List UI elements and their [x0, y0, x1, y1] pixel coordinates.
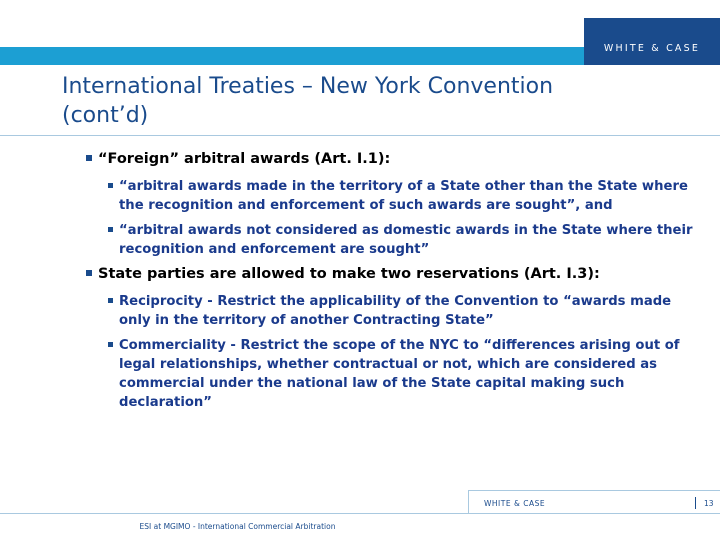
sub-bullet-text: Commerciality - Restrict the scope of the NYC to “differences arising out of legal relationships, whether contractual or not, which are considered as commercial under the national law of the State capital making such declaration”	[119, 338, 680, 410]
sub-bullet-text: Reciprocity - Restrict the applicability of the Convention to “awards made only in the territory of another Contracting State”	[119, 294, 672, 328]
sub-bullet-territory	[108, 177, 696, 215]
footer-separator	[695, 497, 696, 509]
square-bullet-icon	[108, 183, 113, 188]
slide-title	[62, 72, 662, 130]
bullet-foreign-awards	[86, 150, 696, 169]
square-bullet-icon	[108, 298, 113, 303]
bullet-text: “Foreign” arbitral awards (Art. I.1):	[98, 151, 391, 167]
slide-title-line-1: International Treaties – New York Convention	[62, 74, 554, 99]
square-bullet-icon	[86, 155, 92, 161]
slide-content	[86, 150, 696, 418]
sub-bullet-commerciality	[108, 336, 696, 412]
sub-bullet-reciprocity	[108, 292, 696, 330]
square-bullet-icon	[108, 227, 113, 232]
sub-bullet-text: “arbitral awards not considered as domestic awards in the State where their recognition and enforcement are sought”	[119, 223, 693, 257]
square-bullet-icon	[108, 342, 113, 347]
sub-bullet-domestic	[108, 221, 696, 259]
footer-caption: ESI at MGIMO - International Commercial Arbitration	[139, 522, 336, 531]
sub-bullet-text: “arbitral awards made in the territory of a State other than the State where the recognition and enforcement of such awards are sought”, and	[119, 179, 688, 213]
logo-text: WHITE & CASE	[603, 43, 701, 54]
page-number: 13	[704, 499, 714, 508]
footer-brand: WHITE & CASE	[484, 499, 546, 508]
white-case-logo	[584, 18, 720, 65]
bullet-reservations	[86, 265, 696, 284]
title-divider	[0, 135, 720, 136]
square-bullet-icon	[86, 270, 92, 276]
slide-title-line-2: (cont’d)	[62, 103, 149, 128]
bullet-text: State parties are allowed to make two reservations (Art. I.3):	[98, 266, 600, 282]
